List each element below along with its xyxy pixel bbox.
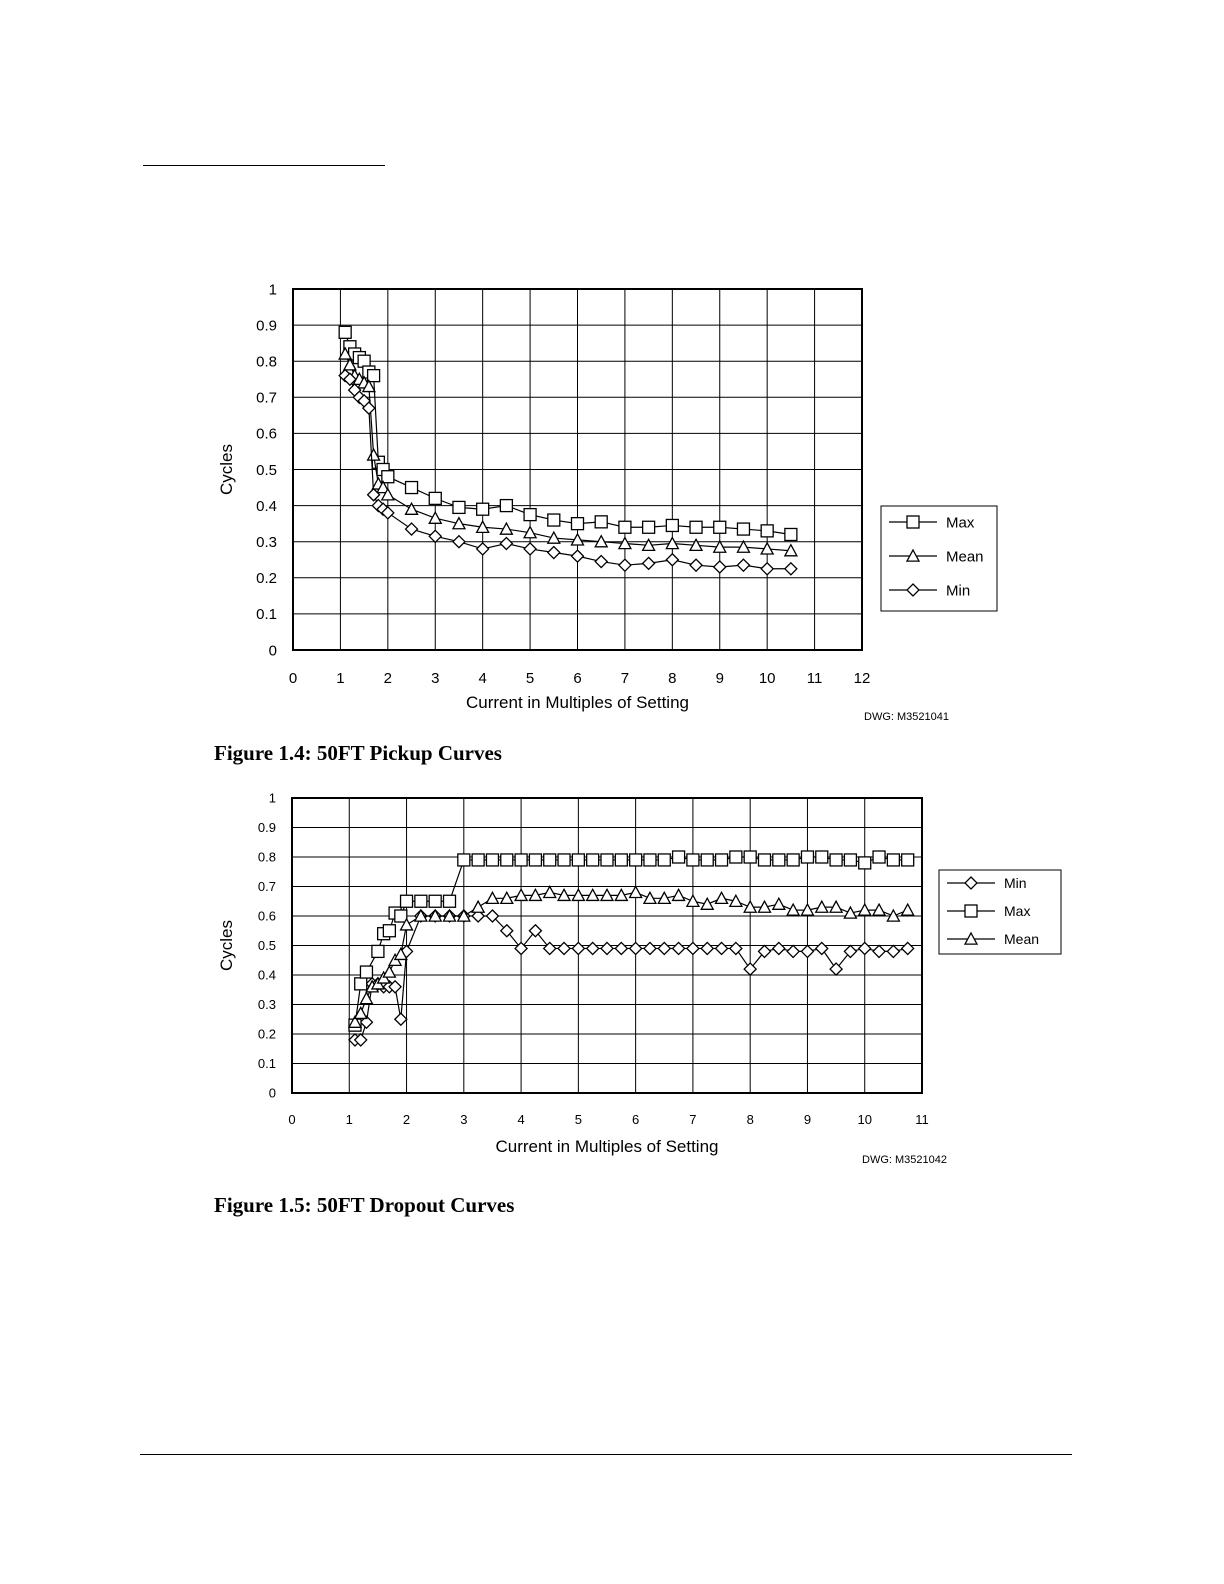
point-max <box>501 854 513 866</box>
point-max <box>690 521 702 533</box>
point-min <box>830 963 842 975</box>
point-min <box>524 543 536 555</box>
x-tick-label: 1 <box>345 1112 353 1127</box>
y-tick-label: 1 <box>268 790 276 806</box>
y-tick-label: 0.7 <box>257 879 276 895</box>
point-min <box>453 536 465 548</box>
point-max <box>395 910 407 922</box>
series-line-max <box>355 857 908 1025</box>
point-mean <box>666 538 678 549</box>
point-max <box>787 854 799 866</box>
y-tick-label: 0.9 <box>256 317 277 335</box>
x-tick-label: 9 <box>715 670 724 687</box>
x-tick-label: 3 <box>460 1112 468 1127</box>
point-max <box>761 525 773 537</box>
point-max <box>643 521 655 533</box>
point-mean <box>429 512 441 523</box>
point-max <box>759 854 771 866</box>
legend-marker-max <box>907 516 919 528</box>
point-min <box>714 561 726 573</box>
point-min <box>801 945 813 957</box>
point-max <box>529 854 541 866</box>
point-min <box>716 942 728 954</box>
y-tick-label: 0.6 <box>256 425 277 443</box>
point-min <box>730 942 742 954</box>
point-max <box>472 854 484 866</box>
x-axis-title: Current in Multiples of Setting <box>466 693 689 712</box>
legend-label-max: Max <box>946 514 975 532</box>
point-max <box>730 851 742 863</box>
x-tick-label: 7 <box>620 670 630 687</box>
y-tick-label: 0.1 <box>256 606 277 624</box>
x-axis-title: Current in Multiples of Setting <box>495 1137 719 1156</box>
x-tick-label: 4 <box>517 1112 525 1127</box>
x-tick-label: 11 <box>915 1112 929 1127</box>
point-min <box>773 942 785 954</box>
point-max <box>601 854 613 866</box>
point-max <box>630 854 642 866</box>
point-mean <box>544 886 556 897</box>
point-min <box>544 942 556 954</box>
x-tick-label: 11 <box>806 670 823 687</box>
point-max <box>383 925 395 937</box>
point-min <box>395 1013 407 1025</box>
point-min <box>477 543 489 555</box>
point-min <box>759 945 771 957</box>
x-tick-label: 3 <box>431 670 440 687</box>
point-mean <box>406 503 418 514</box>
x-tick-label: 4 <box>478 670 487 687</box>
point-max <box>595 516 607 528</box>
point-min <box>687 942 699 954</box>
point-max <box>368 370 380 382</box>
y-tick-label: 0.2 <box>256 570 277 588</box>
y-tick-label: 0.3 <box>256 533 277 551</box>
x-tick-label: 10 <box>857 1112 872 1127</box>
point-max <box>401 895 413 907</box>
point-max <box>572 518 584 530</box>
point-max <box>666 519 678 531</box>
point-mean <box>716 892 728 903</box>
point-max <box>873 851 885 863</box>
point-max <box>429 492 441 504</box>
point-max <box>887 854 899 866</box>
point-max <box>737 523 749 535</box>
x-tick-label: 0 <box>288 1112 296 1127</box>
point-min <box>658 942 670 954</box>
point-max <box>444 895 456 907</box>
point-min <box>601 942 613 954</box>
point-mean <box>902 904 914 915</box>
y-axis-title: Cycles <box>217 919 236 972</box>
point-min <box>587 942 599 954</box>
y-tick-label: 0.7 <box>256 389 277 407</box>
point-min <box>744 963 756 975</box>
point-max <box>801 851 813 863</box>
point-max <box>844 854 856 866</box>
point-max <box>453 501 465 513</box>
series-line-min <box>355 916 908 1040</box>
y-tick-label: 0.8 <box>256 353 277 371</box>
point-min <box>643 557 655 569</box>
point-min <box>873 945 885 957</box>
point-max <box>658 854 670 866</box>
point-max <box>716 854 728 866</box>
point-max <box>415 895 427 907</box>
legend-label-mean: Mean <box>946 548 984 566</box>
figure-1-4-caption: Figure 1.4: 50FT Pickup Curves <box>214 741 502 765</box>
point-max <box>558 854 570 866</box>
x-tick-label: 6 <box>632 1112 640 1127</box>
y-tick-label: 0.6 <box>257 908 276 924</box>
y-tick-label: 0.9 <box>257 820 276 836</box>
point-min <box>595 556 607 568</box>
x-tick-label: 8 <box>668 670 677 687</box>
pickup-chart <box>217 281 997 723</box>
point-mean <box>383 966 395 977</box>
point-min <box>701 942 713 954</box>
y-tick-label: 0.5 <box>256 461 277 479</box>
point-mean <box>773 898 785 909</box>
point-max <box>515 854 527 866</box>
point-max <box>902 854 914 866</box>
point-max <box>644 854 656 866</box>
legend-label-min: Min <box>1004 874 1027 891</box>
point-max <box>355 978 367 990</box>
point-max <box>830 854 842 866</box>
dropout-chart <box>217 791 1061 1166</box>
point-max <box>477 503 489 515</box>
point-max <box>859 857 871 869</box>
point-min <box>615 942 627 954</box>
point-min <box>785 563 797 575</box>
legend-label-mean: Mean <box>1004 930 1040 947</box>
point-min <box>500 538 512 550</box>
point-min <box>406 523 418 535</box>
point-max <box>687 854 699 866</box>
y-tick-label: 0.1 <box>257 1056 276 1072</box>
point-max <box>587 854 599 866</box>
point-min <box>761 563 773 575</box>
point-max <box>486 854 498 866</box>
y-tick-label: 0.4 <box>256 497 277 515</box>
point-min <box>844 945 856 957</box>
point-max <box>572 854 584 866</box>
y-tick-label: 0.8 <box>257 849 276 865</box>
point-mean <box>630 886 642 897</box>
y-tick-label: 1 <box>268 281 277 299</box>
point-max <box>429 895 441 907</box>
x-tick-label: 1 <box>336 670 345 687</box>
point-max <box>360 966 372 978</box>
x-tick-label: 5 <box>525 670 535 687</box>
point-min <box>644 942 656 954</box>
point-min <box>619 559 631 571</box>
point-min <box>666 554 678 566</box>
point-min <box>902 942 914 954</box>
x-tick-label: 7 <box>689 1112 697 1127</box>
point-max <box>500 500 512 512</box>
point-min <box>572 942 584 954</box>
point-mean <box>687 895 699 906</box>
point-max <box>524 509 536 521</box>
point-min <box>558 942 570 954</box>
point-min <box>787 945 799 957</box>
point-max <box>548 514 560 526</box>
point-min <box>737 559 749 571</box>
drawing-number: DWG: M3521041 <box>864 711 949 723</box>
point-max <box>544 854 556 866</box>
drawing-number: DWG: M3521042 <box>862 1154 947 1166</box>
point-max <box>619 521 631 533</box>
x-tick-label: 6 <box>573 670 582 687</box>
point-min <box>673 942 685 954</box>
point-max <box>816 851 828 863</box>
legend-label-min: Min <box>946 582 971 600</box>
point-max <box>615 854 627 866</box>
point-max <box>339 326 351 338</box>
y-tick-label: 0 <box>268 1085 276 1101</box>
y-tick-label: 0.3 <box>257 997 276 1013</box>
x-tick-label: 5 <box>574 1112 582 1127</box>
point-min <box>548 547 560 559</box>
x-tick-label: 0 <box>288 670 298 687</box>
point-max <box>673 851 685 863</box>
point-min <box>690 559 702 571</box>
point-mean <box>673 889 685 900</box>
point-min <box>630 942 642 954</box>
point-max <box>382 471 394 483</box>
point-max <box>372 945 384 957</box>
y-tick-label: 0 <box>268 642 277 660</box>
legend-marker-max <box>965 905 977 917</box>
point-max <box>406 482 418 494</box>
point-min <box>887 945 899 957</box>
y-tick-label: 0.5 <box>257 938 276 954</box>
point-max <box>744 851 756 863</box>
x-tick-label: 2 <box>383 670 393 687</box>
point-min <box>429 530 441 542</box>
figure-1-5-caption: Figure 1.5: 50FT Dropout Curves <box>214 1193 515 1217</box>
point-min <box>572 550 584 562</box>
y-tick-label: 0.4 <box>257 967 276 983</box>
x-tick-label: 10 <box>758 670 776 687</box>
point-max <box>785 528 797 540</box>
point-min <box>529 925 541 937</box>
point-mean <box>472 901 484 912</box>
point-min <box>859 942 871 954</box>
y-axis-title: Cycles <box>217 443 236 496</box>
y-tick-label: 0.2 <box>257 1026 276 1042</box>
point-max <box>701 854 713 866</box>
legend-label-max: Max <box>1004 902 1031 919</box>
point-min <box>816 942 828 954</box>
series-line-min <box>345 376 791 569</box>
x-tick-label: 8 <box>746 1112 754 1127</box>
point-max <box>773 854 785 866</box>
point-max <box>714 521 726 533</box>
point-max <box>458 854 470 866</box>
x-tick-label: 2 <box>402 1112 411 1127</box>
point-min <box>515 942 527 954</box>
x-tick-label: 9 <box>803 1112 812 1127</box>
x-tick-label: 12 <box>853 670 871 687</box>
